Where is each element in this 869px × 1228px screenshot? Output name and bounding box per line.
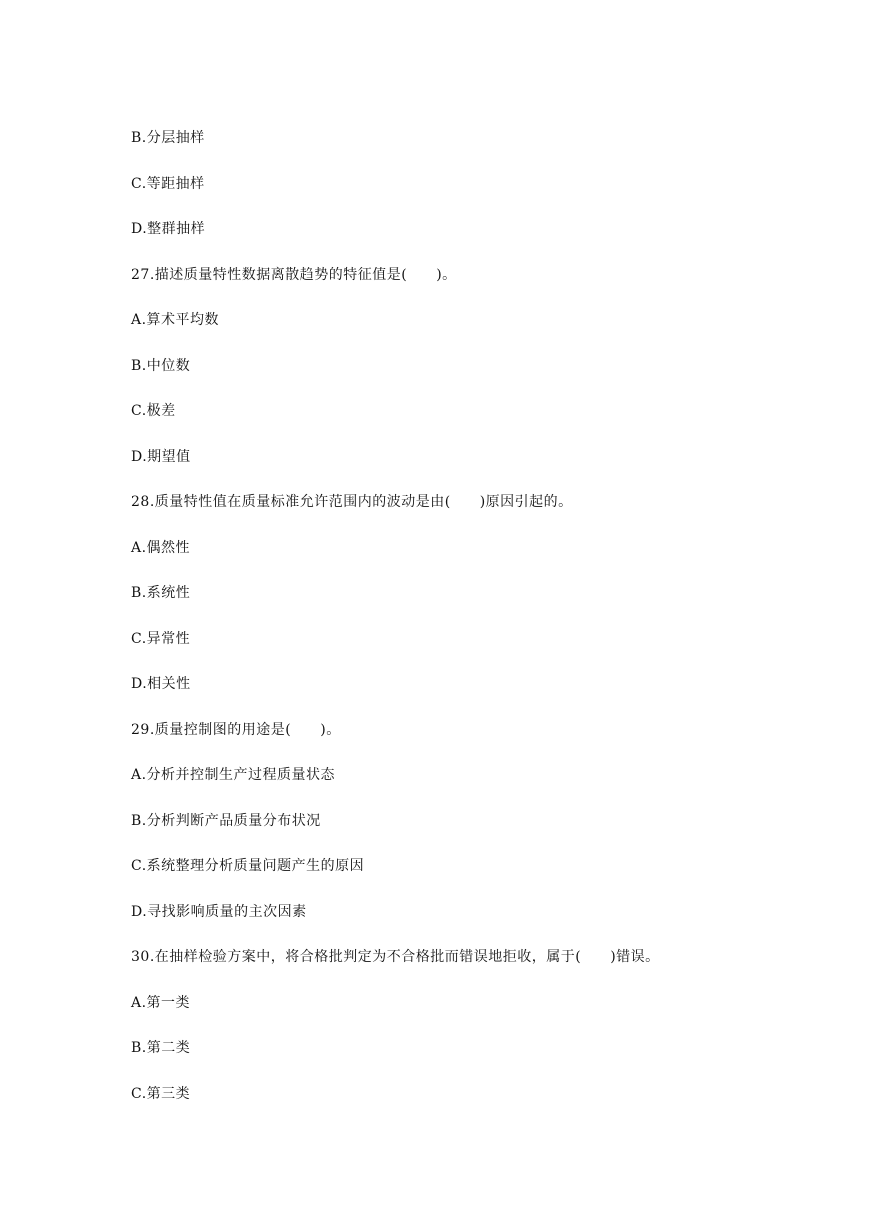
option-line: A.分析并控制生产过程质量状态 (131, 767, 336, 783)
option-line: A.算术平均数 (131, 312, 220, 328)
option-line: B.分层抽样 (131, 130, 205, 146)
question-27: 27.描述质量特性数据离散趋势的特征值是( )。 (131, 267, 457, 283)
option-line: C.异常性 (131, 631, 191, 647)
option-line: C.等距抽样 (131, 176, 205, 192)
option-line: B.中位数 (131, 358, 191, 374)
option-line: B.系统性 (131, 585, 191, 601)
option-line: B.第二类 (131, 1040, 191, 1056)
question-29: 29.质量控制图的用途是( )。 (131, 722, 341, 738)
option-line: D.整群抽样 (131, 221, 206, 237)
option-line: C.极差 (131, 403, 176, 419)
option-line: A.偶然性 (131, 540, 191, 556)
option-line: D.相关性 (131, 676, 191, 692)
option-line: D.期望值 (131, 449, 191, 465)
question-28: 28.质量特性值在质量标准允许范围内的波动是由( )原因引起的。 (131, 494, 573, 510)
option-line: C.系统整理分析质量问题产生的原因 (131, 858, 365, 874)
option-line: A.第一类 (131, 995, 191, 1011)
option-line: D.寻找影响质量的主次因素 (131, 904, 307, 920)
question-30: 30.在抽样检验方案中，将合格批判定为不合格批而错误地拒收，属于( )错误。 (131, 949, 660, 965)
option-line: C.第三类 (131, 1086, 191, 1102)
option-line: B.分析判断产品质量分布状况 (131, 813, 321, 829)
